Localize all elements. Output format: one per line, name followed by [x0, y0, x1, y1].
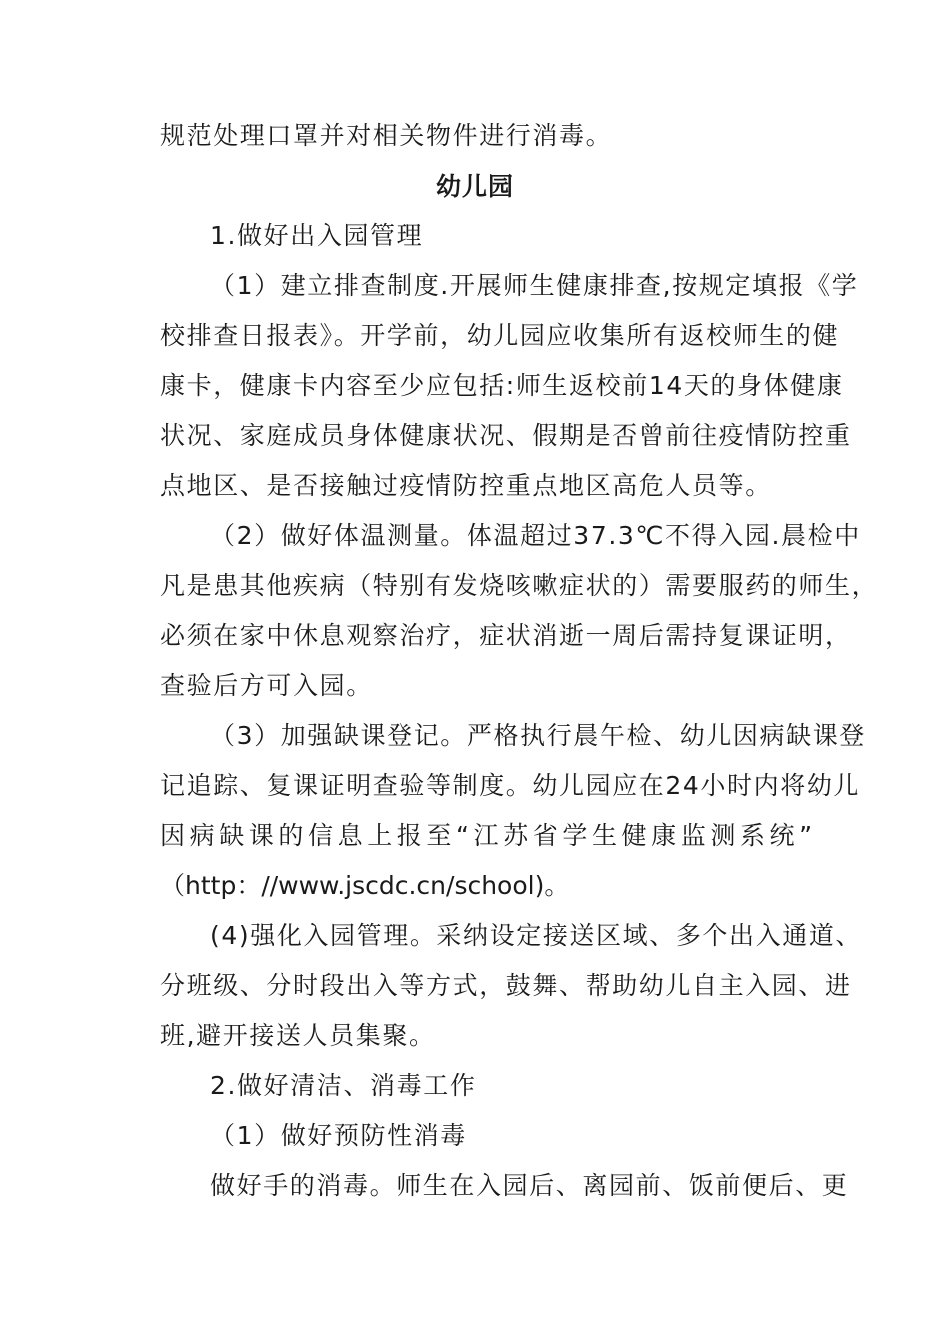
subsection-heading: 1.做好出入园管理 [210, 221, 424, 250]
paragraph-line: 必须在家中休息观察治疗，症状消逝一周后需持复课证明， [160, 621, 852, 650]
paragraph-line: (4)强化入园管理。采纳设定接送区域、多个出入通道、 [210, 921, 863, 950]
subsection-heading: 2.做好清洁、消毒工作 [210, 1071, 477, 1100]
paragraph-line: （2）做好体温测量。体温超过37.3℃不得入园.晨检中 [210, 521, 861, 550]
paragraph-line: 规范处理口罩并对相关物件进行消毒。 [160, 121, 613, 150]
paragraph-line: 因病缺课的信息上报至“江苏省学生健康监测系统” [160, 821, 817, 850]
paragraph-line: 记追踪、复课证明查验等制度。幼儿园应在24小时内将幼儿 [160, 771, 861, 800]
paragraph-line: 康卡，健康卡内容至少应包括:师生返校前14天的身体健康 [160, 371, 844, 400]
url-line: （http：//www.jscdc.cn/school)。 [160, 871, 570, 900]
paragraph-line: 做好手的消毒。师生在入园后、离园前、饭前便后、更 [210, 1171, 849, 1200]
paragraph-line: 查验后方可入园。 [160, 671, 373, 700]
paragraph-line: 分班级、分时段出入等方式，鼓舞、帮助幼儿自主入园、进 [160, 971, 852, 1000]
paragraph-line: 点地区、是否接触过疫情防控重点地区高危人员等。 [160, 471, 772, 500]
paragraph-line: 状况、家庭成员身体健康状况、假期是否曾前往疫情防控重 [160, 421, 852, 450]
paragraph-line: 班,避开接送人员集聚。 [160, 1021, 436, 1050]
subsection-heading: （1）做好预防性消毒 [210, 1121, 467, 1150]
paragraph-line: （1）建立排查制度.开展师生健康排查,按规定填报《学 [210, 271, 859, 300]
section-heading: 幼儿园 [435, 172, 514, 201]
paragraph-line: 凡是患其他疾病（特别有发烧咳嗽症状的）需要服药的师生， [160, 571, 879, 600]
paragraph-line: 校排查日报表》。开学前，幼儿园应收集所有返校师生的健 [160, 321, 840, 350]
paragraph-line: （3）加强缺课登记。严格执行晨午检、幼儿因病缺课登 [210, 721, 866, 750]
